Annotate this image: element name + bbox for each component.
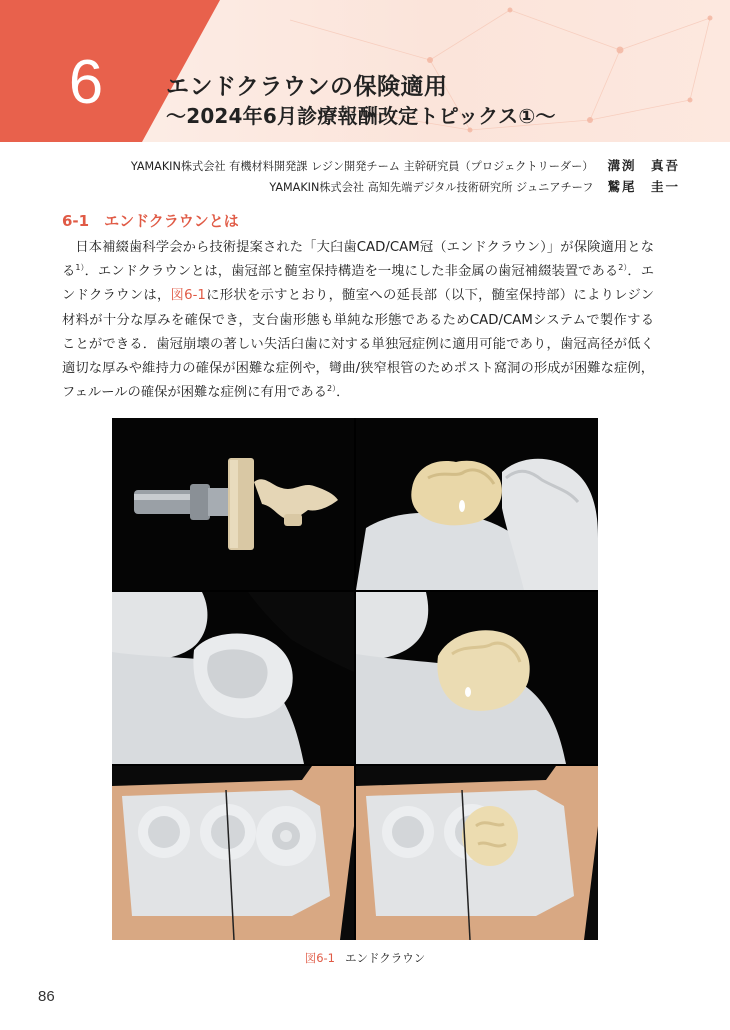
- figure-panel-milled-block: [112, 418, 354, 590]
- chapter-number: 6: [68, 48, 104, 117]
- body-paragraph: [62, 236, 654, 405]
- text-run: ．: [336, 385, 350, 401]
- section-heading: 6-1 エンドクラウンとは: [62, 212, 239, 230]
- figure-reference-link[interactable]: 図6-1: [170, 288, 206, 304]
- author-name: 溝渕 真吾: [607, 158, 680, 173]
- figure-caption-text: エンドクラウン: [345, 951, 426, 965]
- citation-superscript: 2）: [327, 384, 337, 394]
- text-run: 日本補綴歯科学会から技術提案された「大臼歯CAD/CAM冠（エンドクラウン）」が保険適用とな: [62, 240, 654, 255]
- citation-superscript: 2）: [618, 263, 628, 273]
- text-run: ．エンドクラウンとは，歯冠部と髄室保持構造を一塊にした非金属の歯冠補綴装置である: [84, 264, 619, 280]
- figure-caption: [0, 950, 730, 966]
- page-title: エンドクラウンの保険適用: [166, 74, 448, 100]
- author-line: [131, 156, 680, 177]
- figure-panel-occlusal-preparation: [112, 766, 354, 940]
- text-run: ．エン: [62, 264, 655, 304]
- text-run: ドクラウンは，: [75, 288, 171, 304]
- figure-panel-occlusal-crown: [356, 766, 598, 940]
- figure-panel-crown-on-model: [356, 418, 598, 590]
- figure-6-1: [112, 418, 598, 940]
- text-run: る: [62, 264, 76, 280]
- author-name: 鷲尾 圭一: [607, 179, 680, 194]
- author-affiliation: YAMAKIN株式会社 有機材料開発課 レジン開発チーム 主幹研究員（プロジェクトリーダー）: [130, 160, 594, 173]
- chapter-header: [0, 0, 730, 142]
- figure-panel-crown-seated: [356, 592, 598, 764]
- author-affiliation: YAMAKIN株式会社 高知先端デジタル技術研究所 ジュニアチーフ: [269, 181, 594, 194]
- citation-superscript: 1）: [75, 263, 85, 273]
- page-subtitle: 〜2024年6月診療報酬改定トピックス①〜: [166, 104, 556, 128]
- page-number: 86: [38, 988, 55, 1005]
- figure-panel-prepared-tooth: [112, 592, 354, 764]
- author-line: [131, 177, 680, 198]
- author-list: [131, 156, 680, 198]
- text-run: に形状を示すとおり，髄室への延長部（以下，髄室保持部）によりレジン材料が十分な厚みを確保でき，支台歯形態も単純な形態であるためCAD/CAMシステムで製作することができる．歯冠崩壊の著しい失活臼歯に対する単独冠症例に適用可能であり，歯冠高径が低く適切な厚みや維持力の確保が困難な症例や，彎曲/狭窄根管のためポスト窩洞の形成が困難な症例，フェルールの確保が困難な症例に有用である: [62, 288, 655, 401]
- figure-label: 図6-1: [304, 951, 335, 965]
